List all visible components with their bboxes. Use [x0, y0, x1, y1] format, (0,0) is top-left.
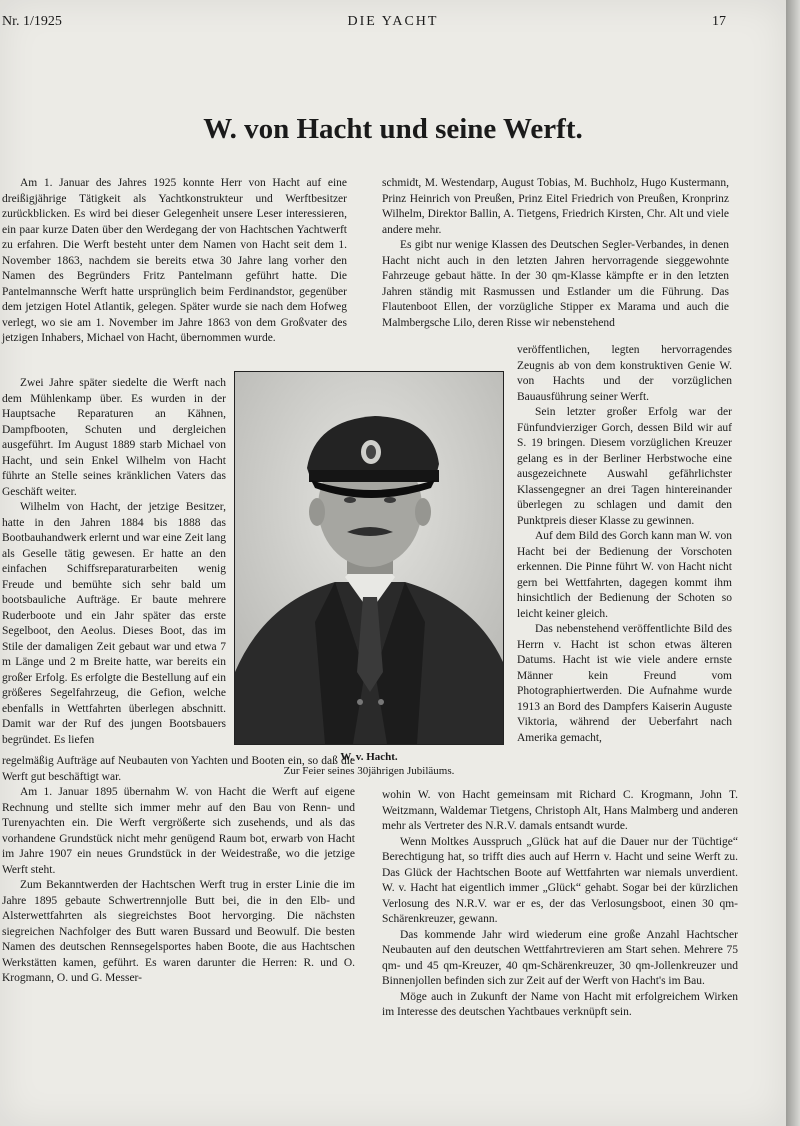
paragraph: schmidt, M. Westendarp, August Tobias, M. Buchholz, Hugo Kustermann, Prinz Heinrich von Preußen, Prinz Eitel Friedrich von Preußen, Kronprinz Wilhelm, Direktor Ballin, A. Tietgens, Friedrich Kirsten, Chr. Alt und viele andere mehr.: [382, 177, 729, 236]
paragraph: Sein letzter großer Erfolg war der Fünfundvierziger Gorch, dessen Bild wir auf S. 19 bringen. Diesem vorzüglichen Kreuzer gelang es in der Berliner Herbstwoche eine ausgezeichnete Auswahl gefährlichster Klassengegner an drei Tagen hintereinander überlegen zu schlagen und damit den Punktpreis dieser Klasse zu gewinnen.: [517, 406, 732, 527]
paragraph: Es gibt nur wenige Klassen des Deutschen Segler-Verbandes, in denen Hacht nicht auch in den letzten Jahren hervorragende sieggewohnte Fahrzeuge gebaut hätte. In der 30 qm-Klasse kämpfte er in den letzten Jahren ständig mit Rasmussen und Estlander um die Führung. Das Flautenboot Ellen, der vorzügliche Stipper ex Marama und auch die Malmbergsche Lilo, deren Risse wir nebenstehend: [382, 239, 729, 329]
right-column-bottom: [382, 788, 738, 1021]
paragraph: Am 1. Januar des Jahres 1925 konnte Herr von Hacht auf eine dreißigjährige Tätigkeit als Yachtkonstrukteur und Werftbesitzer zurückblicken. Es wird bei dieser Gelegenheit unsere Leser interessieren, ein paar kurze Daten über den Werdegang der von Hachtschen Yachtwerft zu erfahren. Die Werft besteht unter dem Namen von Hacht seit dem 1. November 1863, nachdem sie bereits etwa 30 Jahre lang vorher den Namen des Begründers Fritz Pantelmann geführt hatte. Die Pantelmannsche Werft hatte ursprünglich beim Ferdinandstor, gegenüber dem jetzigen Hotel Atlantik, gelegen. Später wurde sie nach dem Hofweg verlegt, wo sie am 1. November im Jahre 1863 von dem Großvater des jetzigen Inhabers, Michael von Hacht, übernommen wurde.: [2, 177, 347, 344]
paragraph: Zum Bekanntwerden der Hachtschen Werft trug in erster Linie die im Jahre 1895 gebaute Schwertrennjolle Butt bei, die in den Elb- und Alsterwettfahrten als siegreichstes Boot hervorging. Die nächsten siegreichen Nachfolger des Butt waren Bussard und Beowulf. Die besten Namen des deutschen Rennsegelsportes haben Boote, die aus Hachtschen Werkstätten kamen, geführt. Es waren darunter die Herren: R. und O. Krogmann, O. und G. Messer-: [2, 879, 355, 984]
left-column-bottom: [2, 754, 355, 987]
page-edge-shadow: [786, 0, 800, 1126]
right-column-beside-photo: [517, 343, 732, 746]
caption-name: W. v. Hacht.: [340, 751, 398, 763]
article-title: W. von Hacht und seine Werft.: [203, 113, 583, 145]
paragraph: Wenn Moltkes Ausspruch „Glück hat auf die Dauer nur der Tüchtige“ Berechtigung hat, so trifft dies auch auf Herrn v. Hacht und seine Werft zu. Das Glück der Hachtschen Boote auf Wettfahrten war niemals unverdient. W. v. Hacht hat eigentlich immer „Glück“ gehabt. Sogar bei der kürzlichen Verlosung des N.R.V. war er es, der das Verlosungsboot, einen 30 qm-Schärenkreuzer, gewann.: [382, 835, 738, 925]
caption-text: Zur Feier seines 30jährigen Jubiläums.: [283, 765, 455, 777]
paragraph: veröffentlichen, legten hervorragendes Zeugnis ab von dem konstruktiven Genie W. von Hachts und der vorzüglichen Bauausführung seiner Werft.: [517, 344, 732, 403]
left-column-beside-photo: [2, 376, 226, 748]
paragraph: Zwei Jahre später siedelte die Werft nach dem Mühlenkamp über. Es wurden in der Hauptsache Reparaturen an Kähnen, Dampfbooten, Schuten und dergleichen ausgeführt. Im August 1889 starb Michael von Hacht, und sein Enkel Wilhelm von Hacht führte an Stelle seines kränklichen Vaters das Geschäft weiter.: [2, 377, 226, 498]
paragraph: Das nebenstehend veröffentlichte Bild des Herrn v. Hacht ist schon etwas älteren Datums. Hacht ist wie viele andere ernste Männer kein Freund vom Photographiertwerden. Die Aufnahme wurde 1913 an Bord des Dampfers Kaiserin Auguste Viktoria, während der Ueberfahrt nach Amerika gemacht,: [517, 623, 732, 744]
photo-caption: [234, 750, 504, 778]
right-column-top: [382, 176, 729, 331]
portrait-image: [235, 372, 503, 744]
paragraph: regelmäßig Aufträge auf Neubauten von Yachten und Booten ein, so daß die Werft gut beschäftigt war.: [2, 755, 355, 783]
paragraph: Auf dem Bild des Gorch kann man W. von Hacht bei der Bedienung der Vorschoten erkennen. Die Pinne führt W. von Hacht nicht gern bei Wettfahrten, dagegen kommt ihm hinsichtlich der Bedienung der Schoten so leicht keiner gleich.: [517, 530, 732, 620]
paragraph: Möge auch in Zukunft der Name von Hacht mit erfolgreichem Wirken im Interesse des deutschen Yachtbaues verknüpft sein.: [382, 990, 738, 1018]
paragraph: Wilhelm von Hacht, der jetzige Besitzer, hatte in den Jahren 1884 bis 1888 das Bootbauhandwerk erlernt und war eine Zeit lang als Geselle tätig gewesen. Er hatte an den einfachen Schiffsreparaturarbeiten wenig Freude und bemühte sich sehr bald um bootsbauliche Aufträge. Er baute mehrere Ruderboote und ein Jahr später das erste Segelboot, den Aeolus. Dieses Boot, das im Stile der damaligen Zeit gebaut war und etwa 7 m Länge und 2 m Breite hatte, war bereits ein großer Erfolg. Es erfolgte die Bestellung auf ein größeres Segelfahrzeug, die Gefion, welche ebenfalls in Wettfahrten überlegen abschnitt. Damit war der Ruf des jungen Bootsbauers begründet. Es liefen: [2, 501, 226, 746]
paragraph: Am 1. Januar 1895 übernahm W. von Hacht die Werft auf eigene Rechnung und stellte sich immer mehr auf den Bau von Renn- und Turenyachten ein. Die Werft vergrößerte sich zusehends, und als das vorhandene Grundstück nicht mehr genügend Raum bot, erwarb von Hacht im Jahre 1907 ein neues Grundstück in der Weidestraße, wo die jetzige Werft steht.: [2, 786, 355, 876]
page-header: [0, 12, 786, 32]
paragraph: Das kommende Jahr wird wiederum eine große Anzahl Hachtscher Neubauten auf den deutschen Wettfahrtrevieren am Start sehen. Mehrere 75 qm- und 45 qm-Kreuzer, 40 qm-Schärenkreuzer, 30 qm-Jollenkreuzer und Binnenjollen befinden sich zur Zeit auf der Werft von Hacht's im Bau.: [382, 928, 738, 987]
issue-number: Nr. 1/1925: [2, 14, 62, 29]
portrait-photo: [234, 371, 504, 745]
paragraph: wohin W. von Hacht gemeinsam mit Richard C. Krogmann, John T. Weitzmann, Waldemar Tietgens, Christoph Alt, Hans Malmberg und anderen mehr als Vertreter des N.R.V. damals entsandt wurde.: [382, 789, 738, 832]
page-number: 17: [712, 14, 726, 29]
magazine-title: DIE YACHT: [347, 14, 439, 29]
left-column-top: [2, 176, 347, 347]
